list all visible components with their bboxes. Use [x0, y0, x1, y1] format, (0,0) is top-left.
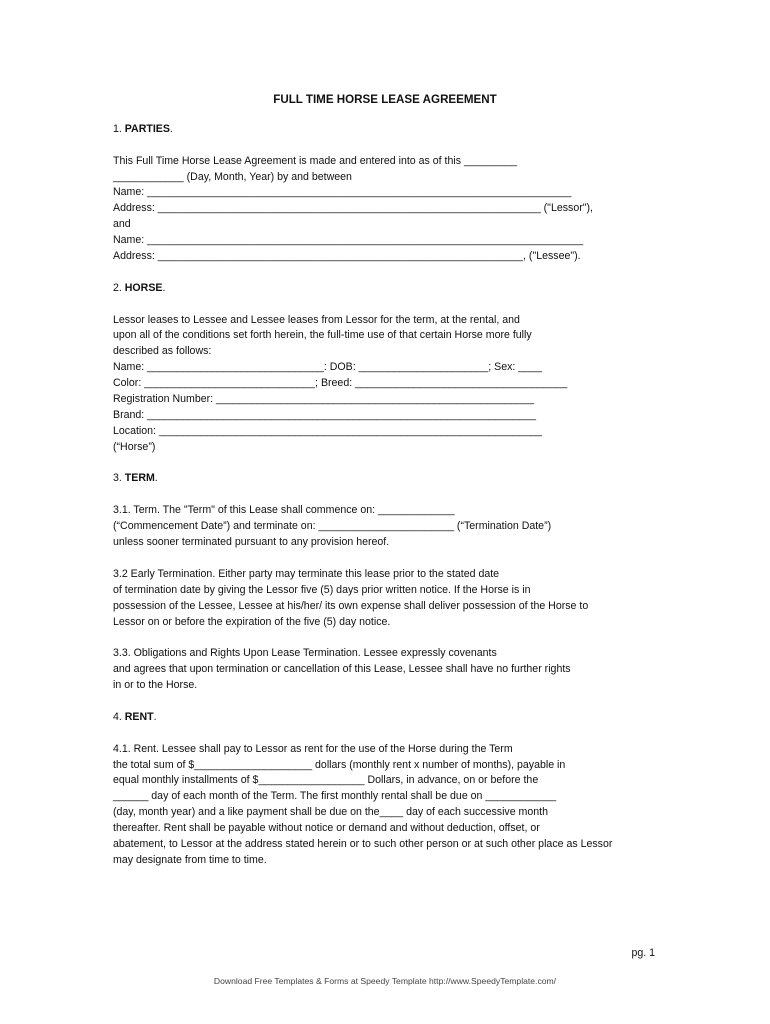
text-line: 3.1. Term. The "Term" of this Lease shall commence on: _____________ — [113, 504, 455, 517]
text-line: This Full Time Horse Lease Agreement is made and entered into as of this _________ — [113, 154, 517, 167]
horse-name-dob-sex-field: Name: ______________________________: DOB: ______________________; Sex: ____ — [113, 361, 542, 374]
text-line: ____________ (Day, Month, Year) by and between — [113, 170, 352, 183]
term-paragraph-3-2 — [113, 567, 673, 631]
term-paragraph-3-1 — [113, 503, 673, 551]
section-title: HORSE — [124, 281, 163, 294]
text-line: 3.2 Early Termination. Either party may terminate this lease prior to the stated date — [113, 567, 500, 580]
text-line: unless sooner terminated pursuant to any provision hereof. — [113, 536, 390, 549]
text-line: 4.1. Rent. Lessee shall pay to Lessor as rent for the use of the Horse during the Term — [113, 742, 513, 755]
section-heading-horse: 2. HORSE. — [113, 281, 166, 294]
text-line: and agrees that upon termination or cancellation of this Lease, Lessee shall have no further rights — [113, 663, 571, 676]
horse-paragraph — [113, 313, 673, 456]
lessee-address-field: Address: ______________________________________________________________, ("Lessee"). — [113, 250, 581, 263]
section-number: 4. — [113, 710, 125, 723]
section-title: RENT — [124, 710, 154, 723]
footer-download-note: Download Free Templates & Forms at Speedy Template http://www.SpeedyTemplate.com/ — [213, 976, 557, 986]
document-body — [113, 93, 673, 869]
text-line: thereafter. Rent shall be payable without notice or demand and without deduction, offset, or — [113, 822, 540, 835]
section-title: PARTIES — [124, 122, 170, 135]
text-line: abatement, to Lessor at the address stated herein or to such other person or at such other place as Lessor — [113, 837, 613, 850]
section-title: TERM — [124, 472, 155, 485]
text-line: Lessor on or before the expiration of the five (5) day notice. — [113, 615, 391, 628]
parties-paragraph — [113, 154, 673, 265]
registration-number-field: Registration Number: ______________________________________________________ — [113, 393, 535, 406]
section-heading-term: 3. TERM. — [113, 472, 158, 485]
text-line: upon all of the conditions set forth herein, the full-time use of that certain Horse more fully — [113, 329, 532, 342]
text-line: in or to the Horse. — [113, 679, 198, 692]
text-line: of termination date by giving the Lessor five (5) days prior written notice. If the Horse is in — [113, 583, 531, 596]
text-line: may designate from time to time. — [113, 853, 267, 866]
text-line: the total sum of $____________________ dollars (monthly rent x number of months), payable in — [113, 758, 566, 771]
text-line: Lessor leases to Lessee and Lessee leases from Lessor for the term, at the rental, and — [113, 313, 520, 326]
document-title: FULL TIME HORSE LEASE AGREEMENT — [273, 93, 497, 106]
text-line: 3.3. Obligations and Rights Upon Lease Termination. Lessee expressly covenants — [113, 647, 497, 660]
lessee-name-field: Name: __________________________________________________________________________ — [113, 234, 584, 247]
rent-paragraph-4-1 — [113, 742, 673, 869]
lessor-address-field: Address: _________________________________________________________________ ("Lessor"), — [113, 202, 593, 215]
text-line: equal monthly installments of $__________________ Dollars, in advance, on or before the — [113, 774, 539, 787]
section-number: 1. — [113, 122, 125, 135]
text-line: (“Commencement Date”) and terminate on: _______________________ (“Termination Date”) — [113, 520, 552, 533]
text-line: (day, month year) and a like payment shall be due on the____ day of each successive month — [113, 806, 548, 819]
text-line: described as follows: — [113, 345, 212, 358]
brand-field: Brand: __________________________________________________________________ — [113, 408, 537, 421]
text-line: (“Horse”) — [113, 440, 156, 453]
section-number: 3. — [113, 472, 125, 485]
horse-color-breed-field: Color: _____________________________; Breed: ____________________________________ — [113, 377, 568, 390]
section-heading-parties: 1. PARTIES. — [113, 122, 173, 135]
text-line: and — [113, 218, 131, 231]
section-number: 2. — [113, 281, 125, 294]
page-number: pg. 1 — [631, 947, 655, 959]
lessor-name-field: Name: ________________________________________________________________________ — [113, 186, 572, 199]
text-line: ______ day of each month of the Term. The first monthly rental shall be due on ____________ — [113, 790, 557, 803]
text-line: possession of the Lessee, Lessee at his/her/ its own expense shall deliver possession of the Horse to — [113, 599, 589, 612]
term-paragraph-3-3 — [113, 646, 673, 694]
location-field: Location: _________________________________________________________________ — [113, 424, 542, 437]
section-heading-rent: 4. RENT. — [113, 710, 157, 723]
